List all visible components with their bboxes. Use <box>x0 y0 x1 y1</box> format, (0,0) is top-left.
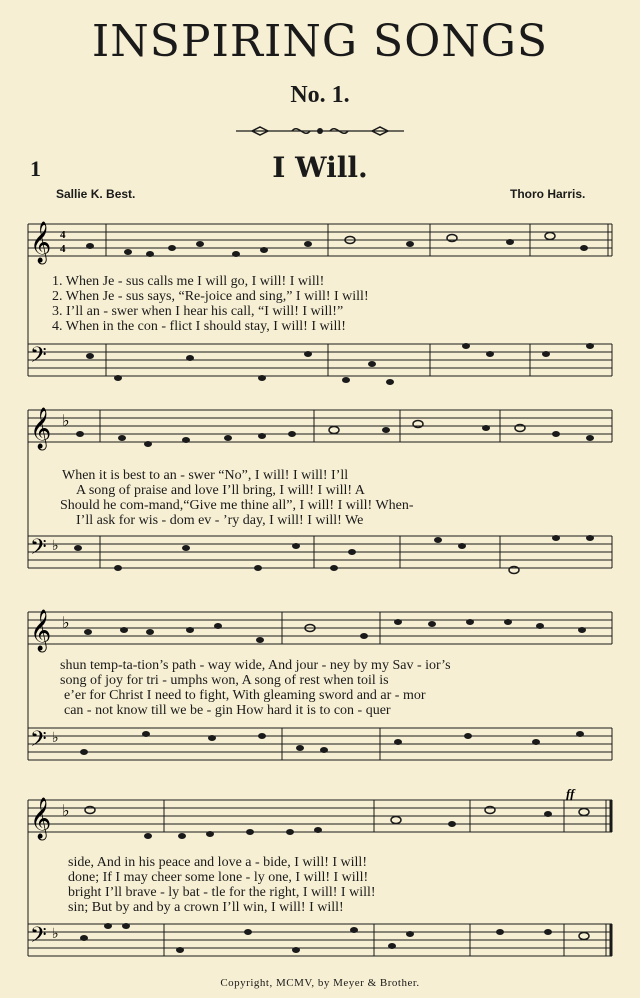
composer-credit: Thoro Harris. <box>510 187 586 201</box>
hymn-number: 1 <box>30 156 41 181</box>
lyric-line: 2. When Je - sus says, “Re-joice and sing,” I will! I will! <box>52 289 369 304</box>
treble-clef-icon: 𝄞 <box>30 222 52 262</box>
treble-clef-icon: 𝄞 <box>30 798 52 838</box>
hymn-title: I Will. <box>272 151 368 184</box>
lyric-line: I’ll ask for wis - dom ev - ’ry day, I will! I will! We <box>76 513 364 528</box>
lyric-line: When it is best to an - swer “No”, I will! I will! I’ll <box>62 468 349 483</box>
bass-clef-icon: 𝄢 <box>30 727 47 756</box>
treble-clef-icon: 𝄞 <box>30 408 52 448</box>
bass-clef-icon: 𝄢 <box>30 535 47 564</box>
treble-staff <box>28 224 612 256</box>
fermata-ff-marking: ff <box>566 786 575 801</box>
copyright-notice: Copyright, MCMV, by Meyer & Brother. <box>220 977 420 989</box>
ornament-divider <box>232 124 408 138</box>
lyric-line: A song of praise and love I’ll bring, I will! I will! A <box>76 483 365 498</box>
bass-clef-icon: 𝄢 <box>30 923 47 952</box>
time-signature: 4 <box>60 229 66 241</box>
svg-text:4: 4 <box>60 243 66 255</box>
lyric-line: can - not know till we be - gin How hard it is to con - quer <box>64 703 391 718</box>
lyric-line: e’er for Christ I need to fight, With gleaming sword and ar - mor <box>64 688 426 703</box>
flat-key-icon: ♭ <box>62 615 70 632</box>
lyric-line: Should he com-mand,“Give me thine all”, I will! I will! When- <box>60 498 414 513</box>
flat-key-icon: ♭ <box>52 731 59 746</box>
flat-key-icon: ♭ <box>52 539 59 554</box>
lyric-line: song of joy for tri - umphs won, A song of rest when toil is <box>60 673 389 688</box>
lyric-line: shun temp-ta-tion’s path - way wide, And jour - ney by my Sav - ior’s <box>60 658 451 673</box>
treble-staff <box>28 800 612 832</box>
flat-key-icon: ♭ <box>62 803 70 820</box>
lyric-line: side, And in his peace and love a - bide, I will! I will! <box>68 855 367 870</box>
book-title: INSPIRING SONGS <box>91 16 549 67</box>
lyric-line: 3. I’ll an - swer when I hear his call, “I will! I will!” <box>52 304 344 319</box>
song-number: No. 1. <box>290 82 350 108</box>
lyric-line: sin; But by and by a crown I’ll win, I will! I will! <box>68 900 344 915</box>
flat-key-icon: ♭ <box>52 927 59 942</box>
lyric-line: 4. When in the con - flict I should stay, I will! I will! <box>52 319 346 334</box>
treble-staff <box>28 612 612 644</box>
bass-clef-icon: 𝄢 <box>30 343 47 372</box>
lyricist-credit: Sallie K. Best. <box>56 187 136 201</box>
treble-clef-icon: 𝄞 <box>30 610 52 650</box>
lyric-line: bright I’ll brave - ly bat - tle for the right, I will! I will! <box>68 885 376 900</box>
flat-key-icon: ♭ <box>62 413 70 430</box>
lyric-line: 1. When Je - sus calls me I will go, I will! I will! <box>52 274 325 289</box>
lyric-line: done; If I may cheer some lone - ly one, I will! I will! <box>68 870 369 885</box>
